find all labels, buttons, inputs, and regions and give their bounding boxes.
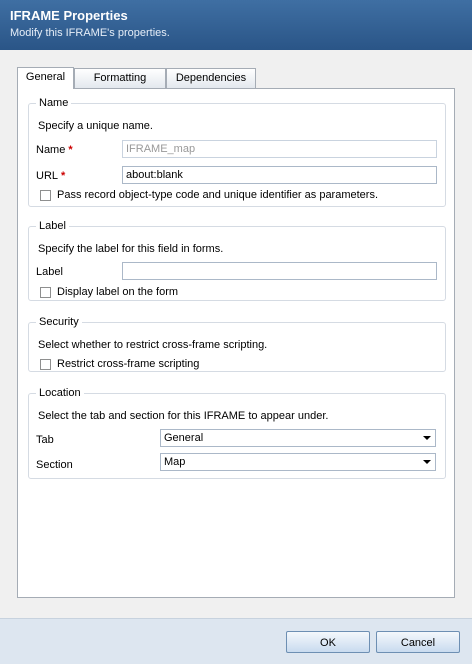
- tab-general[interactable]: General: [17, 67, 74, 89]
- general-tab-panel: [17, 88, 455, 598]
- display-label-text: Display label on the form: [57, 286, 179, 298]
- label-field-label: Label: [36, 266, 63, 278]
- restrict-scripting-checkbox[interactable]: [40, 359, 51, 370]
- url-label: URL *: [36, 170, 66, 182]
- pass-params-checkbox[interactable]: [40, 190, 51, 201]
- tab-dependencies[interactable]: Dependencies: [166, 68, 256, 88]
- ok-button[interactable]: OK: [286, 631, 370, 653]
- required-marker: *: [68, 144, 73, 156]
- name-label: Name *: [36, 144, 73, 156]
- name-input[interactable]: [122, 140, 437, 158]
- dialog-footer: [0, 618, 472, 664]
- location-description: Select the tab and section for this IFRAME to appear under.: [38, 410, 329, 422]
- label-input[interactable]: [122, 262, 437, 280]
- security-fieldset: [28, 316, 446, 372]
- section-select[interactable]: [160, 453, 436, 471]
- location-fieldset: [28, 387, 446, 479]
- location-legend: Location: [39, 387, 81, 399]
- tab-select[interactable]: [160, 429, 436, 447]
- security-legend: Security: [39, 316, 79, 328]
- cancel-button[interactable]: Cancel: [376, 631, 460, 653]
- label-fieldset: [28, 220, 446, 301]
- label-description: Specify the label for this field in forms.: [38, 243, 224, 255]
- dialog-title: IFRAME Properties: [10, 8, 128, 23]
- name-fieldset: [28, 97, 446, 207]
- security-description: Select whether to restrict cross-frame scripting.: [38, 339, 268, 351]
- label-legend: Label: [39, 220, 66, 232]
- pass-params-label: Pass record object-type code and unique identifier as parameters.: [57, 189, 379, 201]
- url-input[interactable]: [122, 166, 437, 184]
- tab-label: Tab: [36, 434, 54, 446]
- dialog-header: [0, 0, 472, 50]
- tab-formatting[interactable]: Formatting: [74, 68, 166, 88]
- chevron-down-icon: [423, 460, 431, 464]
- name-description: Specify a unique name.: [38, 120, 153, 132]
- name-legend: Name: [39, 97, 69, 109]
- restrict-scripting-label: Restrict cross-frame scripting: [57, 358, 200, 370]
- dialog-content: [0, 50, 472, 618]
- section-select-value: Map: [164, 456, 186, 468]
- tab-select-value: General: [164, 432, 204, 444]
- dialog-subtitle: Modify this IFRAME's properties.: [10, 27, 170, 39]
- display-label-checkbox[interactable]: [40, 287, 51, 298]
- chevron-down-icon: [423, 436, 431, 440]
- section-label: Section: [36, 459, 73, 471]
- required-marker: *: [61, 170, 66, 182]
